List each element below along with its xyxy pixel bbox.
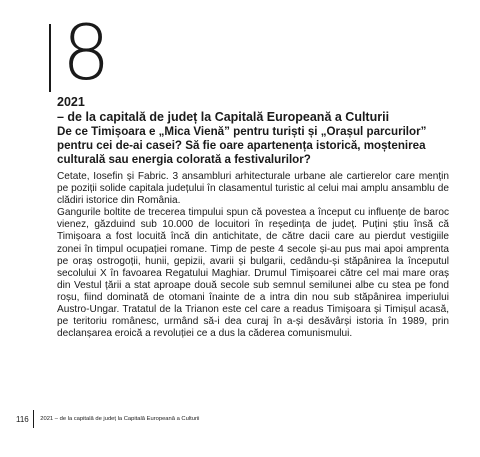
paragraph-2: Gangurile boltite de trecerea timpului spun că povestea a început cu influențe de baroc vienez, găzduind sub 10.000 de locuitori în reședința de județ. Puțini știu însă că Timișoara a fost locuită încă din antichitate, de către dacii care au pierdut vestigiile zonei în timpul ocupației romane. Timp de peste 4 secole și-au pus mai apoi amprenta pe oraș ostrogoții, hunii, gepizii, avarii și bulgarii, cedându-și stăpânirea la începutul secolului X în favoarea Regatului Maghiar. Drumul Timișoarei către cel mai mare oraș din Vestul țării a stat aproape două secole sub semnul semilunei albe cu stea pe fond roșu, fiind dominată de otomani înainte de a intra din nou sub stăpânirea imperiului Austro-Ungar. Tratatul de la Trianon este cel care a readus Timișoara și Timișul acasă, pe teritoriu românesc, urmând să-i dea curaj în a-și desăvârși istoria în 1989, prin declanșarea eroică a revoluției ce a dus la căderea comunismului.: [57, 207, 449, 340]
body-text: [57, 171, 449, 340]
footer-rule: [33, 410, 35, 428]
paragraph-1: Cetate, Iosefin și Fabric. 3 ansambluri arhitecturale urbane ale cartierelor care mențin pe poziții solide capitala județului în clasamentul turistic al celui mai amplu ansamblu de clădiri istorice din România.: [57, 171, 449, 207]
chapter-rule: [49, 24, 51, 92]
page-number: 116: [16, 414, 29, 424]
chapter-questions: De ce Timișoara e „Mica Vienă” pentru turiști și „Orașul parcurilor” pentru cei de-ai casei? Să fie oare apartenența istorică, moștenirea culturală sau energia colorată a festivalurilor?: [57, 125, 427, 166]
running-title: 2021 – de la capitală de județ la Capitală Europeană a Culturii: [40, 416, 200, 422]
chapter-number: 8: [62, 8, 110, 97]
chapter-year: 2021: [57, 95, 85, 109]
chapter-title: – de la capitală de județ la Capitală Europeană a Culturii: [57, 110, 390, 124]
page-footer: [16, 410, 199, 428]
chapter-heading: [57, 95, 457, 125]
